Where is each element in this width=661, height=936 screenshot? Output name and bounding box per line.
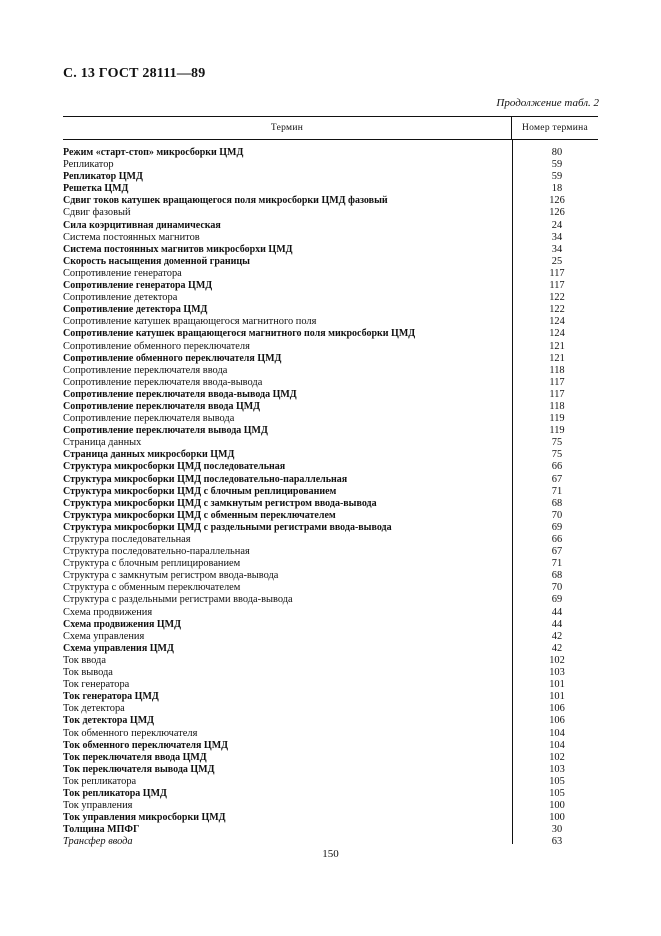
term-cell: Сдвиг токов катушек вращающегося поля микросборки ЦМД фазовый	[63, 195, 388, 207]
term-number-cell: 67	[551, 546, 563, 558]
table-row	[63, 728, 598, 740]
term-cell: Структура с раздельными регистрами ввода-вывода	[63, 594, 293, 606]
table-row	[63, 377, 598, 389]
term-number-cell: 106	[549, 703, 565, 715]
term-number-cell: 34	[551, 243, 563, 255]
table-row	[63, 643, 598, 655]
term-number-cell: 59	[551, 171, 563, 183]
term-cell: Ток обменного переключателя ЦМД	[63, 739, 229, 751]
table-row	[63, 328, 598, 340]
term-cell: Сопротивление обменного переключателя	[63, 340, 250, 352]
term-cell: Структура микросборки ЦМД последовательно-параллельная	[63, 473, 348, 485]
term-number-cell: 67	[551, 473, 563, 485]
term-number-cell: 30	[551, 824, 563, 836]
table-row	[63, 679, 598, 691]
table-row	[63, 171, 598, 183]
term-number-cell: 44	[551, 618, 563, 630]
table-header	[63, 117, 598, 140]
table-row	[63, 425, 598, 437]
table-row	[63, 510, 598, 522]
term-number-cell: 70	[551, 509, 563, 521]
term-cell: Сила коэрцитивная динамическая	[63, 219, 221, 231]
term-cell: Сопротивление генератора	[63, 267, 182, 279]
term-cell: Ток вывода	[63, 667, 113, 679]
table-row	[63, 691, 598, 703]
term-cell: Ток детектора	[63, 703, 125, 715]
term-cell: Ток детектора ЦМД	[63, 715, 155, 727]
table-row	[63, 401, 598, 413]
table-row	[63, 316, 598, 328]
term-cell: Сопротивление обменного переключателя ЦМД	[63, 352, 282, 364]
term-number-cell: 100	[549, 812, 565, 824]
term-number-cell: 117	[549, 388, 565, 400]
term-cell: Сопротивление переключателя вывода	[63, 413, 235, 425]
table-row	[63, 800, 598, 812]
table-row	[63, 740, 598, 752]
term-cell: Сопротивление генератора ЦМД	[63, 280, 213, 292]
term-number-cell: 104	[549, 739, 565, 751]
term-number-cell: 124	[549, 328, 565, 340]
term-number-cell: 105	[549, 775, 565, 787]
term-number-cell: 101	[549, 679, 565, 691]
term-cell: Сопротивление переключателя ввода-вывода ЦМД	[63, 388, 297, 400]
term-number-cell: 124	[549, 316, 565, 328]
table-row	[63, 474, 598, 486]
term-number-cell: 42	[551, 630, 563, 642]
table-row	[63, 534, 598, 546]
table-row	[63, 268, 598, 280]
term-cell: Структура с блочным реплицированием	[63, 558, 241, 570]
term-cell: Ток обменного переключателя	[63, 727, 198, 739]
term-cell: Скорость насыщения доменной границы	[63, 255, 250, 267]
term-cell: Страница данных	[63, 437, 142, 449]
term-cell: Структура микросборки ЦМД с блочным реплицированием	[63, 485, 337, 497]
term-cell: Ток репликатора ЦМД	[63, 787, 167, 799]
term-number-cell: 69	[551, 521, 563, 533]
term-cell: Решетка ЦМД	[63, 183, 129, 195]
term-number-cell: 70	[551, 582, 563, 594]
term-number-cell: 42	[551, 642, 563, 654]
term-cell: Сопротивление катушек вращающегося магнитного поля	[63, 316, 317, 328]
term-cell: Сопротивление переключателя ввода ЦМД	[63, 400, 261, 412]
table-row	[63, 280, 598, 292]
table-row	[63, 147, 598, 159]
term-cell: Схема продвижения ЦМД	[63, 618, 181, 630]
table-row	[63, 304, 598, 316]
table-row	[63, 183, 598, 195]
table-continuation-note: Продолжение табл. 2	[496, 97, 599, 109]
table-row	[63, 207, 598, 219]
term-cell: Структура микросборки ЦМД с замкнутым регистром ввода-вывода	[63, 497, 377, 509]
term-cell: Система постоянных магнитов микросборхи ЦМД	[63, 243, 293, 255]
table-row	[63, 292, 598, 304]
term-cell: Страница данных микросборки ЦМД	[63, 449, 235, 461]
term-number-cell: 126	[549, 195, 565, 207]
term-number-cell: 71	[551, 485, 563, 497]
term-cell: Система постоянных магнитов	[63, 231, 200, 243]
table-row	[63, 667, 598, 679]
term-cell: Ток переключателя ввода ЦМД	[63, 751, 207, 763]
term-number-cell: 100	[549, 800, 565, 812]
table-row	[63, 631, 598, 643]
term-number-cell: 117	[549, 267, 565, 279]
term-number-cell: 117	[549, 280, 565, 292]
table-row	[63, 341, 598, 353]
page-header-title: С. 13 ГОСТ 28111—89	[63, 66, 206, 81]
term-cell: Структура микросборки ЦМД последовательная	[63, 461, 286, 473]
term-cell: Ток генератора	[63, 679, 130, 691]
table-body	[63, 140, 598, 848]
table-row	[63, 619, 598, 631]
term-cell: Сопротивление катушек вращающегося магнитного поля микросборки ЦМД	[63, 328, 416, 340]
column-header-number: Номер термина	[511, 117, 598, 139]
term-cell: Репликатор ЦМД	[63, 171, 143, 183]
term-cell: Ток переключателя вывода ЦМД	[63, 763, 215, 775]
term-cell: Репликатор	[63, 159, 114, 171]
term-number-cell: 101	[549, 691, 565, 703]
term-number-cell: 71	[551, 558, 563, 570]
table-row	[63, 776, 598, 788]
term-number-cell: 126	[549, 207, 565, 219]
table-row	[63, 413, 598, 425]
term-cell: Схема продвижения	[63, 606, 153, 618]
term-cell: Структура последовательная	[63, 534, 191, 545]
table-row	[63, 558, 598, 570]
table-row	[63, 449, 598, 461]
term-number-cell: 68	[551, 497, 563, 509]
table-row	[63, 607, 598, 619]
table-row	[63, 437, 598, 449]
term-number-cell: 25	[551, 255, 563, 267]
term-number-cell: 44	[551, 606, 563, 618]
term-cell: Схема управления ЦМД	[63, 642, 174, 654]
term-cell: Сопротивление переключателя ввода-вывода	[63, 376, 263, 388]
term-number-cell: 118	[549, 364, 565, 376]
term-cell: Ток ввода	[63, 654, 106, 666]
table-row	[63, 655, 598, 667]
page-number: 150	[322, 848, 339, 860]
term-cell: Структура микросборки ЦМД с обменным переключателем	[63, 509, 336, 521]
term-number-cell: 103	[549, 763, 565, 775]
table-row	[63, 703, 598, 715]
term-cell: Сдвиг фазовый	[63, 207, 131, 219]
table-row	[63, 159, 598, 171]
term-number-cell: 34	[551, 231, 563, 243]
table-row	[63, 788, 598, 800]
table-row	[63, 389, 598, 401]
table-row	[63, 486, 598, 498]
table-row	[63, 522, 598, 534]
term-number-cell: 122	[549, 292, 565, 304]
table-row	[63, 812, 598, 824]
term-cell: Структура с обменным переключателем	[63, 582, 241, 594]
term-number-cell: 75	[551, 449, 563, 461]
table-row	[63, 365, 598, 377]
table-row	[63, 353, 598, 365]
table-row	[63, 461, 598, 473]
term-cell: Структура последовательно-параллельная	[63, 546, 250, 558]
term-cell: Режим «старт-стоп» микросборки ЦМД	[63, 147, 244, 158]
term-cell: Сопротивление переключателя вывода ЦМД	[63, 425, 268, 437]
term-number-cell: 121	[549, 340, 565, 352]
term-cell: Толщина МПФГ	[63, 824, 140, 836]
column-header-term: Термин	[270, 123, 304, 133]
table-row	[63, 582, 598, 594]
term-number-cell: 66	[551, 461, 563, 473]
term-number-cell: 122	[549, 304, 565, 316]
term-number-cell: 68	[551, 570, 563, 582]
term-cell: Структура с замкнутым регистром ввода-вывода	[63, 570, 279, 582]
term-number-cell: 105	[549, 787, 565, 799]
term-cell: Сопротивление детектора	[63, 292, 178, 304]
term-cell: Ток репликатора	[63, 775, 137, 787]
term-number-cell: 106	[549, 715, 565, 727]
term-number-cell: 24	[551, 219, 563, 231]
table-row	[63, 244, 598, 256]
term-number-cell: 63	[551, 836, 563, 848]
term-number-cell: 66	[551, 534, 563, 545]
terms-table	[63, 116, 598, 848]
term-number-cell: 75	[551, 437, 563, 449]
term-number-cell: 18	[551, 183, 563, 195]
term-number-cell: 104	[549, 727, 565, 739]
term-cell: Ток генератора ЦМД	[63, 691, 159, 703]
term-cell: Схема управления	[63, 630, 145, 642]
term-cell: Сопротивление детектора ЦМД	[63, 304, 208, 316]
term-number-cell: 117	[549, 376, 565, 388]
table-row	[63, 546, 598, 558]
term-cell: Ток управления	[63, 800, 133, 812]
term-cell: Ток управления микросборки ЦМД	[63, 812, 226, 824]
table-row	[63, 220, 598, 232]
term-number-cell: 59	[551, 159, 563, 171]
term-cell: Структура микросборки ЦМД с раздельными регистрами ввода-вывода	[63, 521, 392, 533]
table-row	[63, 256, 598, 268]
table-row	[63, 570, 598, 582]
term-number-cell: 102	[549, 751, 565, 763]
term-number-cell: 80	[551, 147, 563, 158]
table-row	[63, 752, 598, 764]
table-row	[63, 836, 598, 848]
table-row	[63, 594, 598, 606]
term-cell: Трансфер ввода	[63, 836, 133, 848]
term-cell: Сопротивление переключателя ввода	[63, 364, 228, 376]
table-row	[63, 824, 598, 836]
table-row	[63, 715, 598, 727]
table-row	[63, 764, 598, 776]
term-number-cell: 121	[549, 352, 565, 364]
term-number-cell: 103	[549, 667, 565, 679]
table-row	[63, 498, 598, 510]
term-number-cell: 102	[549, 654, 565, 666]
term-number-cell: 69	[551, 594, 563, 606]
table-row	[63, 195, 598, 207]
term-number-cell: 119	[549, 413, 565, 425]
term-number-cell: 118	[549, 400, 565, 412]
table-row	[63, 232, 598, 244]
term-number-cell: 119	[549, 425, 565, 437]
